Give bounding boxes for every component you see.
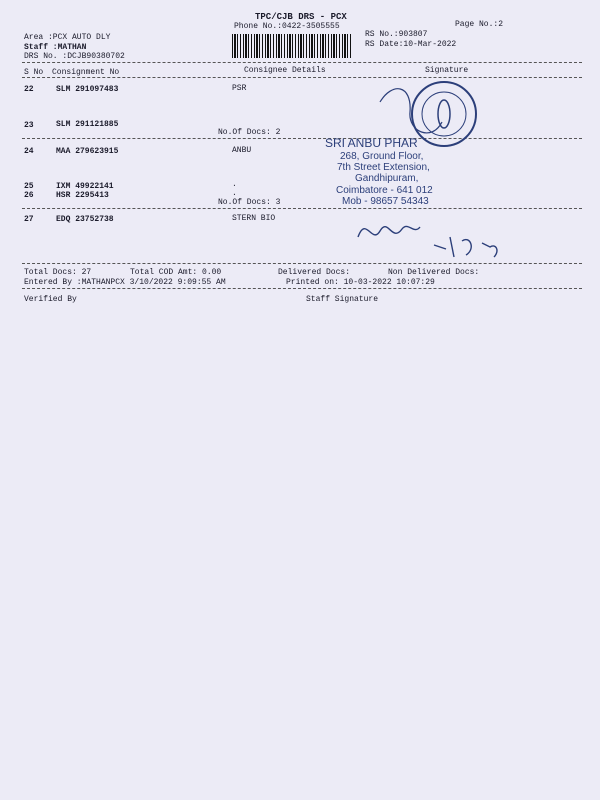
row-consignee: . (232, 189, 237, 198)
stamp-address-line: Coimbatore - 641 012 (336, 185, 433, 196)
printed-on: Printed on: 10-03-2022 10:07:29 (286, 278, 435, 287)
stamp-address-line: 7th Street Extension, (337, 162, 430, 173)
rs-number: RS No.:903807 (365, 30, 428, 39)
row-consignee: ANBU (232, 146, 252, 155)
row-sno: 25 (24, 182, 34, 191)
staff-label: Staff :MATHAN (24, 43, 87, 52)
row-consignment: SLM 291097483 (56, 85, 119, 94)
phone-number: Phone No.:0422-3505555 (234, 22, 340, 31)
drs-number: DRS No. :DCJB90380702 (24, 52, 125, 61)
page-number: Page No.:2 (455, 20, 504, 29)
row-consignment: IXM 49922141 (56, 182, 114, 191)
rs-date: RS Date:10-Mar-2022 (365, 40, 457, 49)
handwritten-signature (350, 205, 510, 267)
stamp-address-line: Mob - 98657 54343 (342, 196, 429, 207)
delivered-docs: Delivered Docs: (278, 268, 351, 277)
col-consignee: Consignee Details (244, 66, 326, 75)
col-signature: Signature (425, 66, 469, 75)
total-cod-amount: Total COD Amt: 0.00 (130, 268, 222, 277)
total-docs: Total Docs: 27 (24, 268, 92, 277)
row-sno: 24 (24, 147, 34, 156)
barcode-image (232, 34, 352, 58)
col-sno: S No (24, 68, 44, 77)
entered-by: Entered By :MATHANPCX 3/10/2022 9:09:55 AM (24, 278, 226, 287)
row-consignment: SLM 291121885 (56, 120, 119, 129)
row-docs-count: No.Of Docs: 3 (218, 198, 281, 207)
non-delivered-docs: Non Delivered Docs: (388, 268, 480, 277)
row-consignee: PSR (232, 84, 247, 93)
stamp-address-line: 268, Ground Floor, (340, 151, 424, 162)
document-title: TPC/CJB DRS - PCX (255, 12, 347, 22)
row-consignment: HSR 2295413 (56, 191, 109, 200)
divider (22, 263, 582, 264)
row-sno: 22 (24, 85, 34, 94)
row-consignee: STERN BIO (232, 214, 276, 223)
row-consignee: . (232, 180, 237, 189)
row-consignment: EDQ 23752738 (56, 215, 114, 224)
col-consignment: Consignment No (52, 68, 120, 77)
stamp-name: SRI ANBU PHAR (325, 136, 418, 150)
divider (22, 288, 582, 289)
divider (22, 62, 582, 63)
row-docs-count: No.Of Docs: 2 (218, 128, 281, 137)
stamp-address-line: Gandhipuram, (355, 173, 419, 184)
row-sno: 27 (24, 215, 34, 224)
verified-by-label: Verified By (24, 295, 77, 304)
staff-signature-label: Staff Signature (306, 295, 379, 304)
row-sno: 23 (24, 121, 34, 130)
row-sno: 26 (24, 191, 34, 200)
row-consignment: MAA 279623915 (56, 147, 119, 156)
area-label: Area :PCX AUTO DLY (24, 33, 111, 42)
